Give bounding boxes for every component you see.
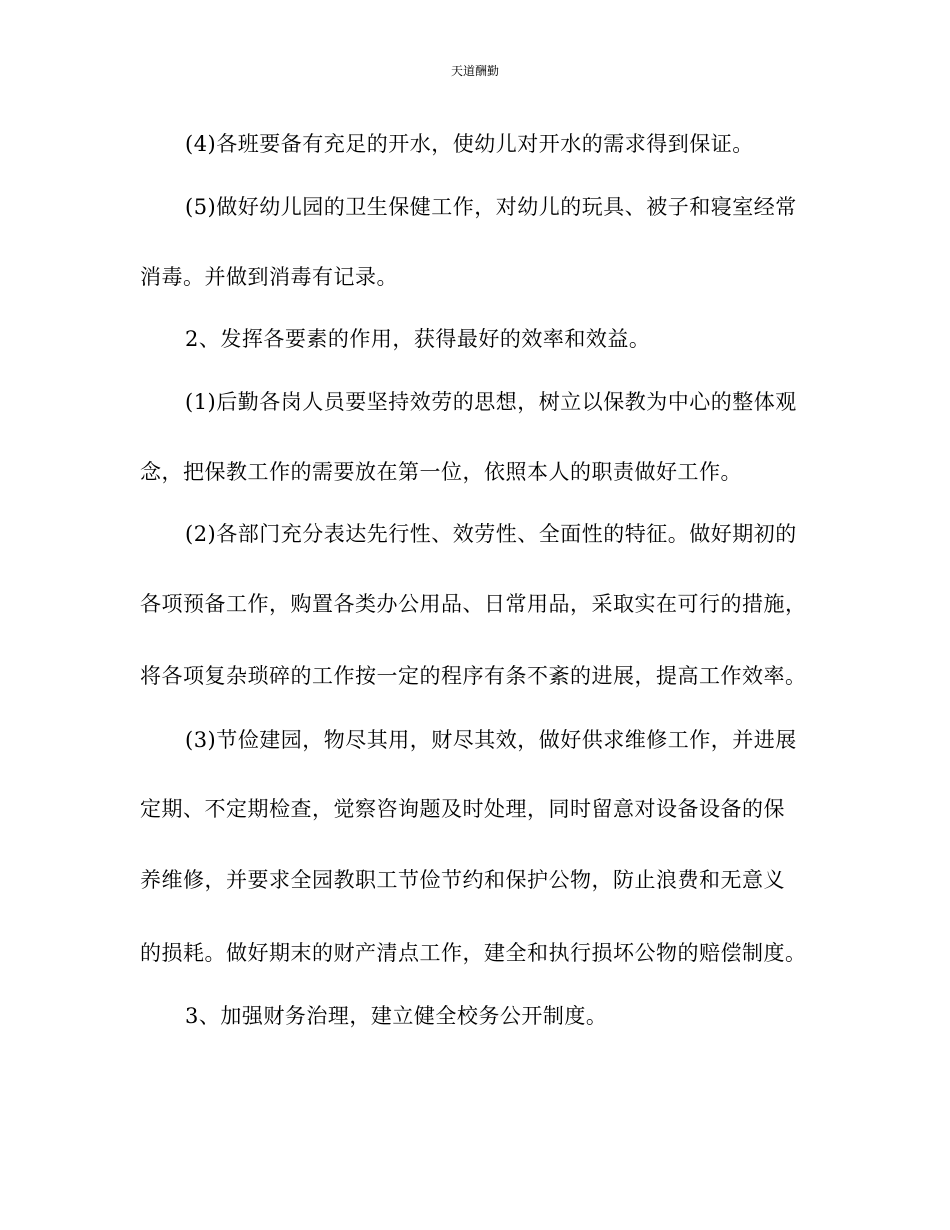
paragraph-line: 2、发挥各要素的作用，获得最好的效率和效益。 xyxy=(185,327,651,351)
paragraph-line: 各项预备工作，购置各类办公用品、日常用品，采取实在可行的措施， xyxy=(140,592,807,616)
paragraph-line: (1)后勤各岗人员要坚持效劳的思想，树立以保教为中心的整体观 xyxy=(185,390,797,414)
paragraph-line: (4)各班要备有充足的开水，使幼儿对开水的需求得到保证。 xyxy=(185,132,754,156)
paragraph-line: 3、加强财务治理，建立健全校务公开制度。 xyxy=(185,1004,608,1028)
paragraph-line: (3)节俭建园，物尽其用，财尽其效，做好供求维修工作，并进展 xyxy=(185,728,797,752)
paragraph-line: 定期、不定期检查，觉察咨询题及时处理，同时留意对设备设备的保 xyxy=(140,797,785,821)
paragraph-line: (5)做好幼儿园的卫生保健工作，对幼儿的玩具、被子和寝室经常 xyxy=(185,195,797,219)
paragraph-line: 消毒。并做到消毒有记录。 xyxy=(140,265,398,289)
paragraph-line: (2)各部门充分表达先行性、效劳性、全面性的特征。做好期初的 xyxy=(185,522,797,546)
paragraph-line: 将各项复杂琐碎的工作按一定的程序有条不紊的进展，提高工作效率。 xyxy=(140,664,807,688)
page-header: 天道酬勤 xyxy=(450,64,499,78)
paragraph-line: 念，把保教工作的需要放在第一位，依照本人的职责做好工作。 xyxy=(140,460,742,484)
paragraph-line: 养维修，并要求全园教职工节俭节约和保护公物，防止浪费和无意义 xyxy=(140,868,785,892)
paragraph-line: 的损耗。做好期末的财产清点工作，建全和执行损坏公物的赔偿制度。 xyxy=(140,941,807,965)
